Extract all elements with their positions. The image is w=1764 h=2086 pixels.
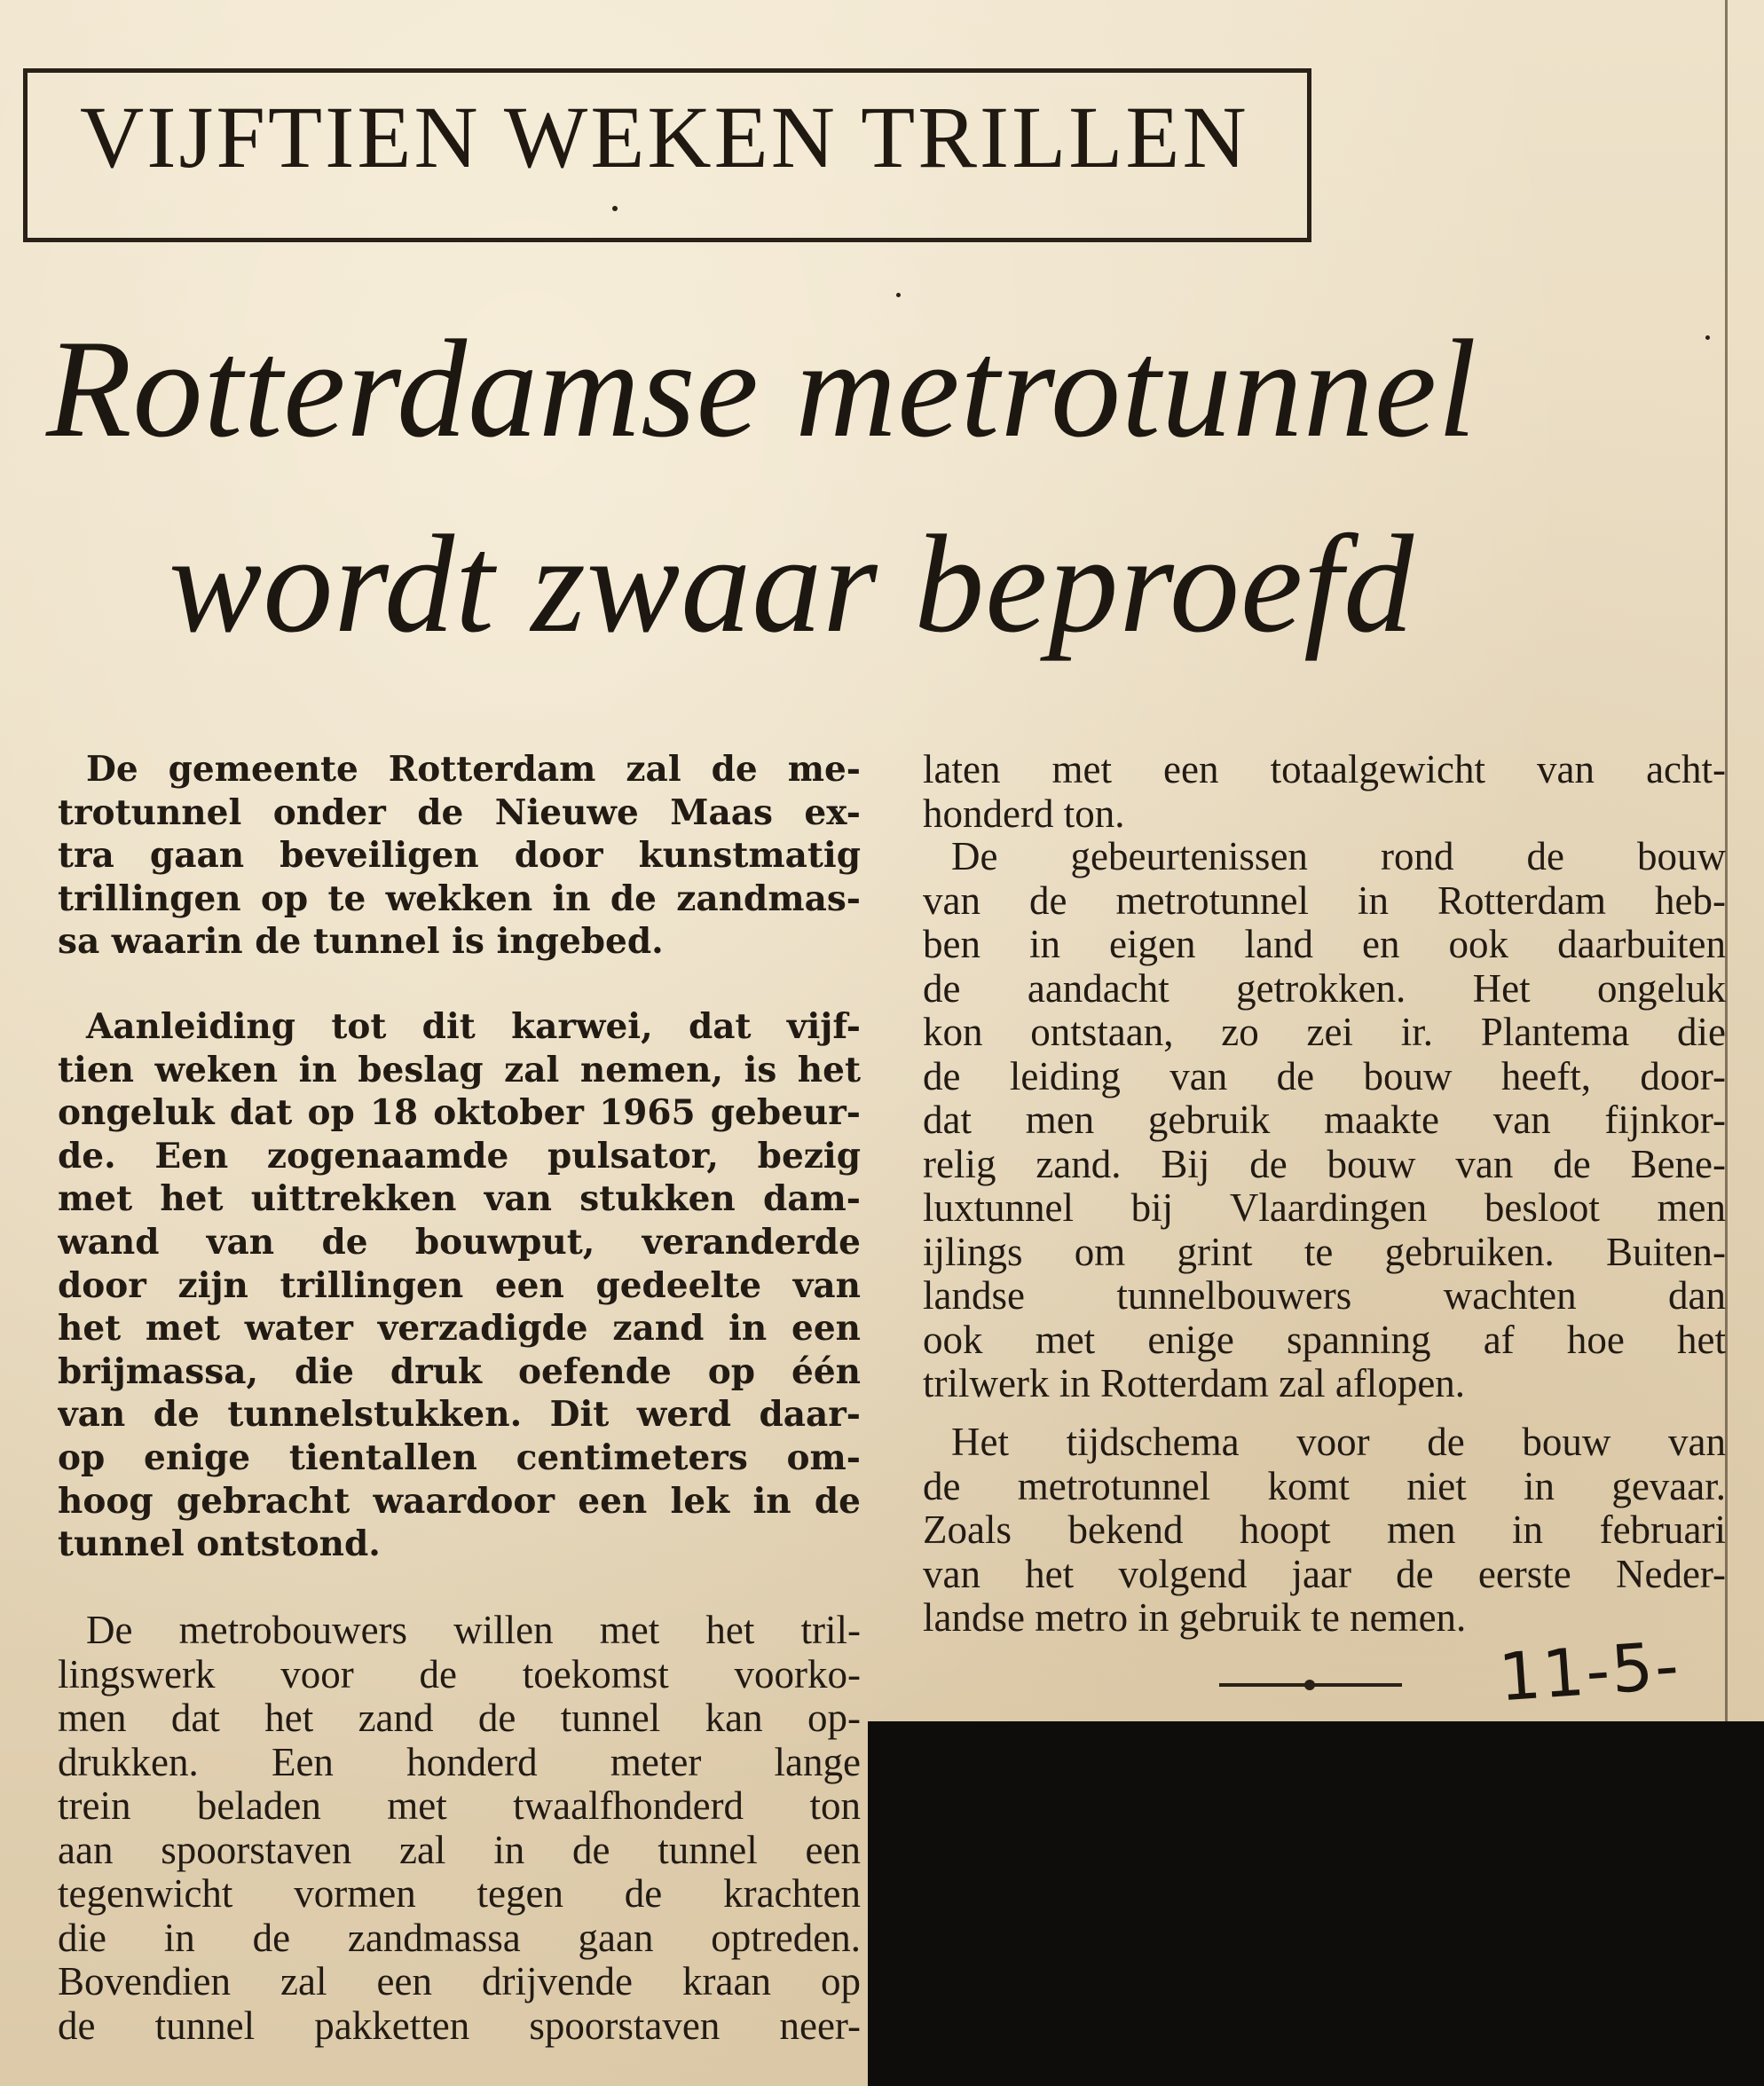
text-line: trotunnel onder de Nieuwe Maas ex- xyxy=(58,791,861,833)
body-paragraph-4 xyxy=(923,835,1726,1406)
text-line: ongeluk dat op 18 oktober 1965 gebeur- xyxy=(58,1092,861,1134)
text-line: van het volgend jaar de eerste Neder- xyxy=(923,1552,1726,1596)
text-line: men dat het zand de tunnel kan op- xyxy=(58,1696,861,1740)
text-line: tra gaan beveiligen door kunstmatig xyxy=(58,835,861,877)
body-paragraph-2 xyxy=(58,1609,861,2048)
text-line: die in de zandmassa gaan optreden. xyxy=(58,1916,861,1960)
text-line: wand van de bouwput, veranderde xyxy=(58,1221,861,1263)
text-line: landse tunnelbouwers wachten dan xyxy=(923,1274,1726,1318)
text-line: luxtunnel bij Vlaardingen besloot men xyxy=(923,1186,1726,1230)
text-line: het met water verzadigde zand in een xyxy=(58,1308,861,1350)
text-line: Het tijdschema voor de bouw van xyxy=(951,1421,1726,1464)
text-line: ben in eigen land en ook daarbuiten xyxy=(923,923,1726,966)
text-line: trillingen op te wekken in de zandmas- xyxy=(58,878,861,919)
text-line: Zoals bekend hoopt men in februari xyxy=(923,1508,1726,1552)
ink-speck xyxy=(896,293,901,297)
text-line: tien weken in beslag zal nemen, is het xyxy=(58,1049,861,1090)
end-divider-dot xyxy=(1304,1680,1315,1690)
headline-line-1: Rotterdamse metrotunnel xyxy=(46,311,1477,467)
text-line: laten met een totaalgewicht van acht- xyxy=(923,748,1726,791)
text-line: tegenwicht vormen tegen de krachten xyxy=(58,1872,861,1916)
text-line: kon ontstaan, zo zei ir. Plantema die xyxy=(923,1011,1726,1054)
headline-line-2: wordt zwaar beproefd xyxy=(169,507,1415,662)
text-line: De gemeente Rotterdam zal de me- xyxy=(86,749,861,790)
handwritten-date: 11-5-67 xyxy=(1496,1627,1683,1717)
text-line: op enige tientallen centimeters om- xyxy=(58,1437,861,1478)
text-line: door zijn trillingen een gedeelte van xyxy=(58,1264,861,1306)
text-line: hoog gebracht waardoor een lek in de xyxy=(58,1480,861,1522)
text-line: honderd ton. xyxy=(923,791,1125,836)
text-line: de leiding van de bouw heeft, door- xyxy=(923,1054,1726,1098)
black-backing-patch xyxy=(868,1721,1764,2086)
text-line: aan spoorstaven zal in de tunnel een xyxy=(58,1828,861,1872)
text-line: Aanleiding tot dit karwei, dat vijf- xyxy=(86,1006,861,1047)
text-line: sa waarin de tunnel is ingebed. xyxy=(58,921,664,963)
text-line: lingswerk voor de toekomst voorko- xyxy=(58,1652,861,1696)
lead-paragraph xyxy=(58,748,861,964)
text-line: relig zand. Bij de bouw van de Bene- xyxy=(923,1142,1726,1186)
text-line: de. Een zogenaamde pulsator, bezig xyxy=(58,1135,861,1177)
text-line: tunnel ontstond. xyxy=(58,1523,381,1565)
text-line: De gebeurtenissen rond de bouw xyxy=(951,835,1726,878)
ink-speck xyxy=(1705,335,1710,340)
text-line: trein beladen met twaalfhonderd ton xyxy=(58,1784,861,1828)
text-line: brijmassa, die druk oefende op één xyxy=(58,1350,861,1392)
text-line: ijlings om grint te gebruiken. Buiten- xyxy=(923,1230,1726,1274)
body-paragraph-1 xyxy=(58,1005,861,1566)
text-line: landse metro in gebruik te nemen. xyxy=(923,1595,1467,1640)
body-paragraph-3 xyxy=(923,748,1726,836)
text-line: de tunnel pakketten spoorstaven neer- xyxy=(58,2003,861,2048)
text-line: met het uittrekken van stukken dam- xyxy=(58,1178,861,1220)
ink-speck xyxy=(612,206,618,211)
text-line: Bovendien zal een drijvende kraan op xyxy=(58,1960,861,2003)
text-line: de metrotunnel komt niet in gevaar. xyxy=(923,1464,1726,1508)
text-line: ook met enige spanning af hoe het xyxy=(923,1318,1726,1362)
text-line: trilwerk in Rotterdam zal aflopen. xyxy=(923,1361,1466,1405)
text-line: de aandacht getrokken. Het ongeluk xyxy=(923,966,1726,1011)
kicker-heading: VIJFTIEN WEKEN TRILLEN xyxy=(80,88,1249,186)
body-paragraph-5 xyxy=(923,1421,1726,1641)
text-line: dat men gebruik maakte van fijnkor- xyxy=(923,1098,1726,1142)
text-line: van de metrotunnel in Rotterdam heb- xyxy=(923,878,1726,923)
text-line: van de tunnelstukken. Dit werd daar- xyxy=(58,1394,861,1436)
text-line: drukken. Een honderd meter lange xyxy=(58,1740,861,1784)
text-line: De metrobouwers willen met het tril- xyxy=(86,1609,861,1652)
